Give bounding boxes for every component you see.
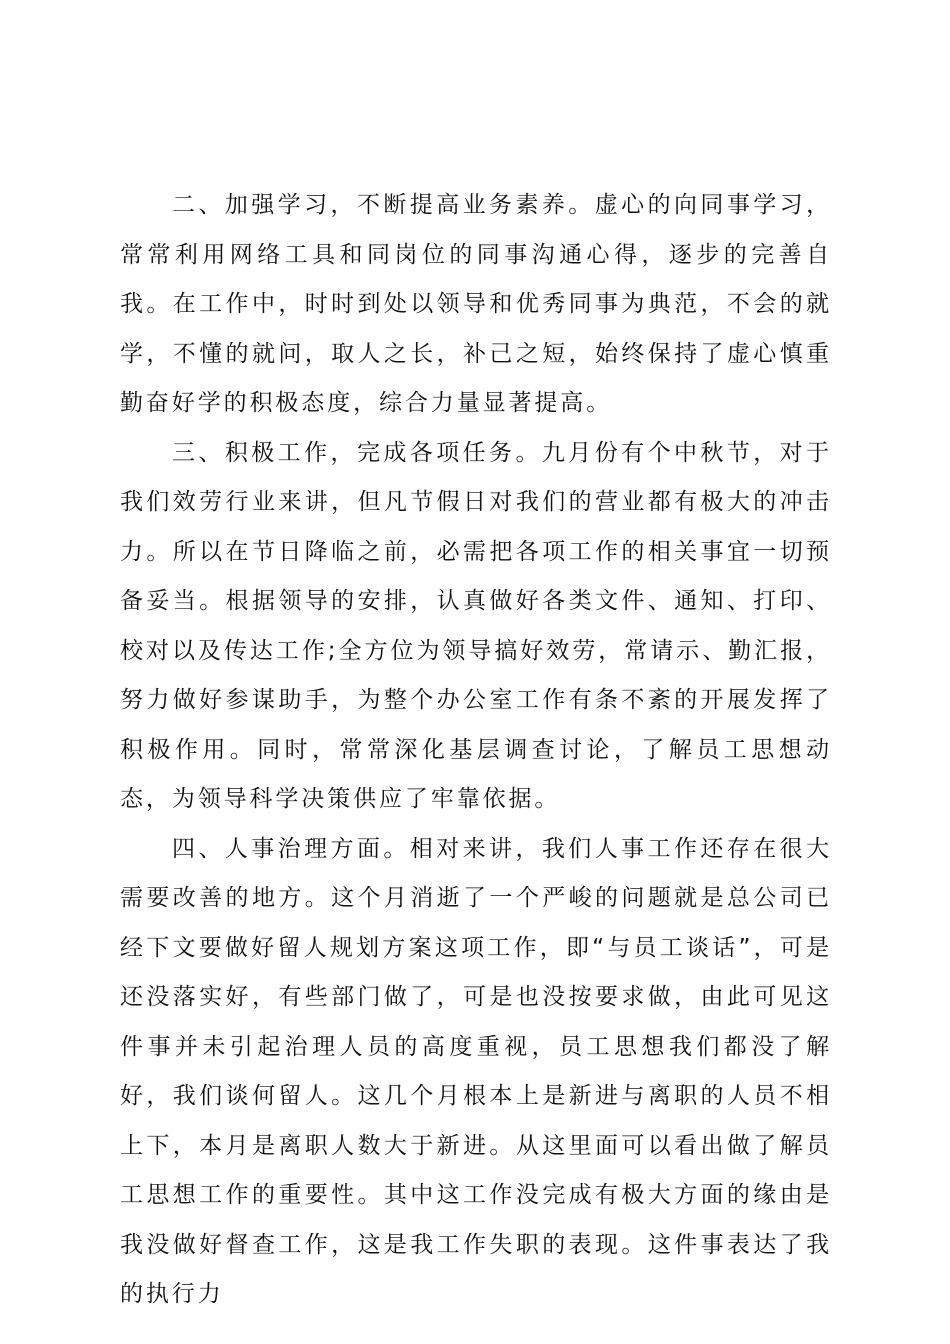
paragraph-work-tasks: 三、积极工作，完成各项任务。九月份有个中秋节，对于我们效劳行业来讲，但凡节假日对我们的营业都有极大的冲击力。所以在节日降临之前，必需把各项工作的相关事宜一切预备妥当。根据领导的安排，认真做好各类文件、通知、打印、校对以及传达工作;全方位为领导搞好效劳，常请示、勤汇报，努力做好参谋助手，为整个办公室工作有条不紊的开展发挥了积极作用。同时，常常深化基层调查讨论，了解员工思想动态，为领导科学决策供应了牢靠依据。 [120,439,832,812]
paragraph-learning: 二、加强学习，不断提高业务素养。虚心的向同事学习，常常利用网络工具和同岗位的同事沟通心得，逐步的完善自我。在工作中，时时到处以领导和优秀同事为典范，不会的就学，不懂的就问，取人之长，补己之短，始终保持了虚心慎重勤奋好学的积极态度，综合力量显著提高。 [120,192,832,416]
paragraph-hr-management: 四、人事治理方面。相对来讲，我们人事工作还存在很大需要改善的地方。这个月消逝了一个严峻的问题就是总公司已经下文要做好留人规划方案这项工作，即“与员工谈话”，可是还没落实好，有些部门做了，可是也没按要求做，由此可见这件事并未引起治理人员的高度重视，员工思想我们都没了解好，我们谈何留人。这几个月根本上是新进与离职的人员不相上下，本月是离职人数大于新进。从这里面可以看出做了解员工思想工作的重要性。其中这工作没完成有极大方面的缘由是我没做好督查工作，这是我工作失职的表现。这件事表达了我的执行力 [120,835,832,1307]
document-body [120,181,832,1320]
